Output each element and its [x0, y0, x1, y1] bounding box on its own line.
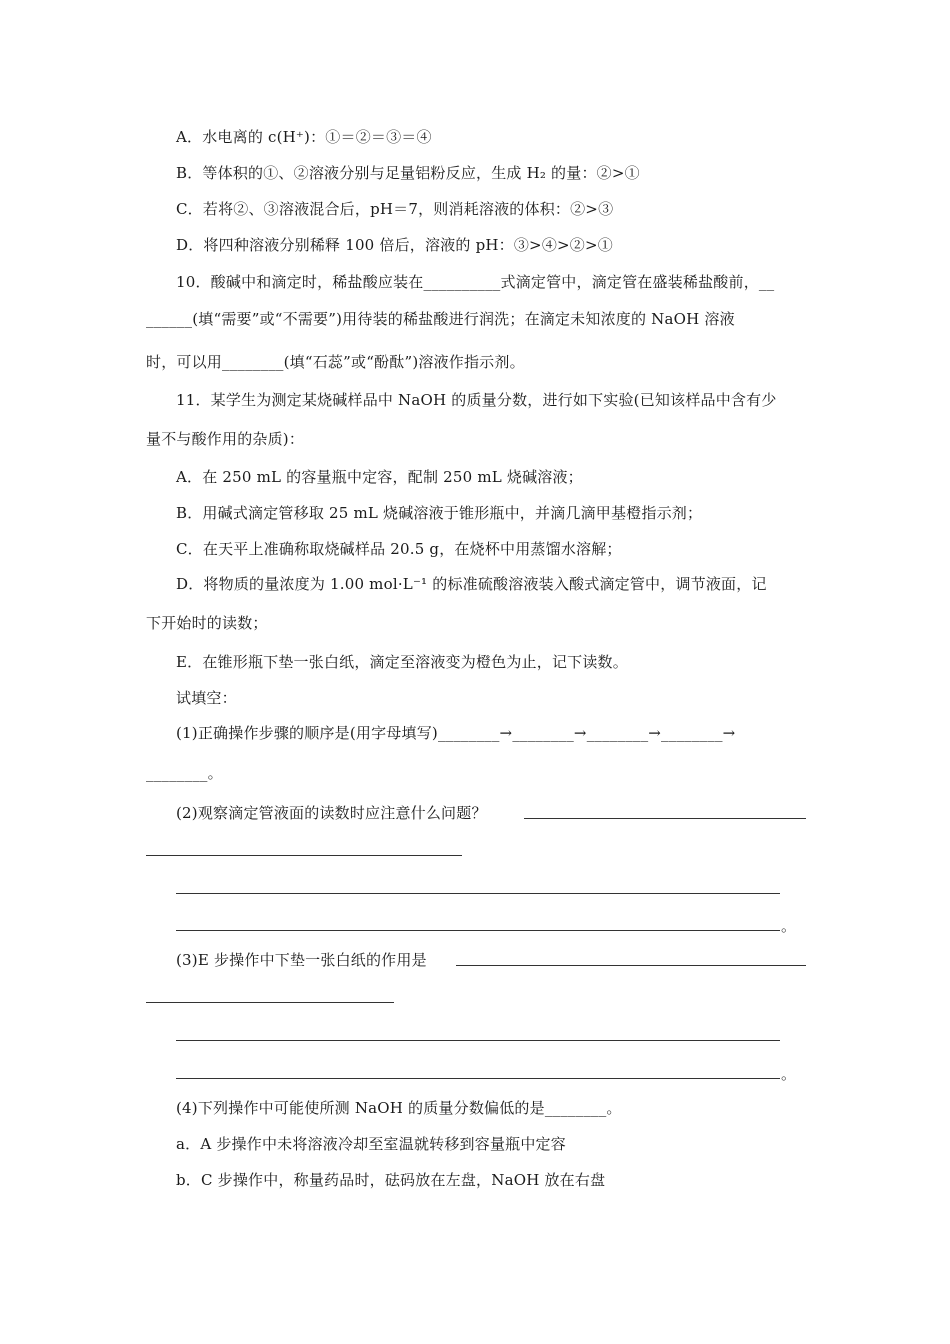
q10-line-1: 10．酸碱中和滴定时，稀盐酸应装在__________式滴定管中，滴定管在盛装稀盐酸前，__ — [176, 273, 775, 291]
answer-line — [146, 1002, 394, 1003]
q11-stem-line-2: 量不与酸作用的杂质)： — [146, 430, 305, 448]
q11-part-4: (4)下列操作中可能使所测 NaOH 的质量分数偏低的是________。 — [176, 1099, 622, 1117]
answer-line — [176, 1040, 780, 1041]
period-mark: 。 — [781, 1065, 797, 1083]
q11-part-1-line-1: (1)正确操作步骤的顺序是(用字母填写)________→________→________→________→ — [176, 724, 736, 742]
answer-line — [176, 1078, 780, 1079]
q10-line-2: ______(填“需要”或“不需要”)用待装的稀盐酸进行润洗；在滴定未知浓度的 NaOH 溶液 — [146, 310, 735, 328]
answer-line — [176, 930, 780, 931]
q11-part-4-option-a: a．A 步操作中未将溶液冷却至室温就转移到容量瓶中定容 — [176, 1135, 566, 1153]
q11-step-b: B．用碱式滴定管移取 25 mL 烧碱溶液于锥形瓶中，并滴几滴甲基橙指示剂； — [176, 504, 703, 522]
q9-option-b: B．等体积的①、②溶液分别与足量铝粉反应，生成 H₂ 的量：②>① — [176, 164, 640, 182]
q11-step-d-line-2: 下开始时的读数； — [146, 614, 268, 632]
q9-option-d: D．将四种溶液分别稀释 100 倍后，溶液的 pH：③>④>②>① — [176, 236, 613, 254]
q11-part-3: (3)E 步操作中下垫一张白纸的作用是 — [176, 951, 427, 969]
q11-part-2: (2)观察滴定管液面的读数时应注意什么问题？ — [176, 804, 487, 822]
answer-line — [176, 893, 780, 894]
q11-step-d-line-1: D．将物质的量浓度为 1.00 mol·L⁻¹ 的标准硫酸溶液装入酸式滴定管中，调节液面，记 — [176, 575, 767, 593]
q11-part-4-option-b: b．C 步操作中，称量药品时，砝码放在左盘，NaOH 放在右盘 — [176, 1171, 606, 1189]
q9-option-a: A．水电离的 c(H⁺)：①＝②＝③＝④ — [176, 128, 432, 146]
q10-line-3: 时，可以用________(填“石蕊”或“酚酞”)溶液作指示剂。 — [146, 353, 525, 371]
fill-in-prompt: 试填空： — [176, 689, 237, 707]
q9-option-c: C．若将②、③溶液混合后，pH＝7，则消耗溶液的体积：②>③ — [176, 200, 614, 218]
q11-stem-line-1: 11．某学生为测定某烧碱样品中 NaOH 的质量分数，进行如下实验(已知该样品中含有少 — [176, 391, 777, 409]
q11-step-a: A．在 250 mL 的容量瓶中定容，配制 250 mL 烧碱溶液； — [176, 468, 583, 486]
period-mark: 。 — [781, 917, 797, 935]
q11-part-1-line-2: ________。 — [146, 764, 223, 782]
answer-line — [146, 855, 462, 856]
q11-step-c: C．在天平上准确称取烧碱样品 20.5 g，在烧杯中用蒸馏水溶解； — [176, 540, 622, 558]
q11-step-e: E．在锥形瓶下垫一张白纸，滴定至溶液变为橙色为止，记下读数。 — [176, 653, 628, 671]
answer-line — [456, 965, 806, 966]
answer-line — [524, 818, 806, 819]
